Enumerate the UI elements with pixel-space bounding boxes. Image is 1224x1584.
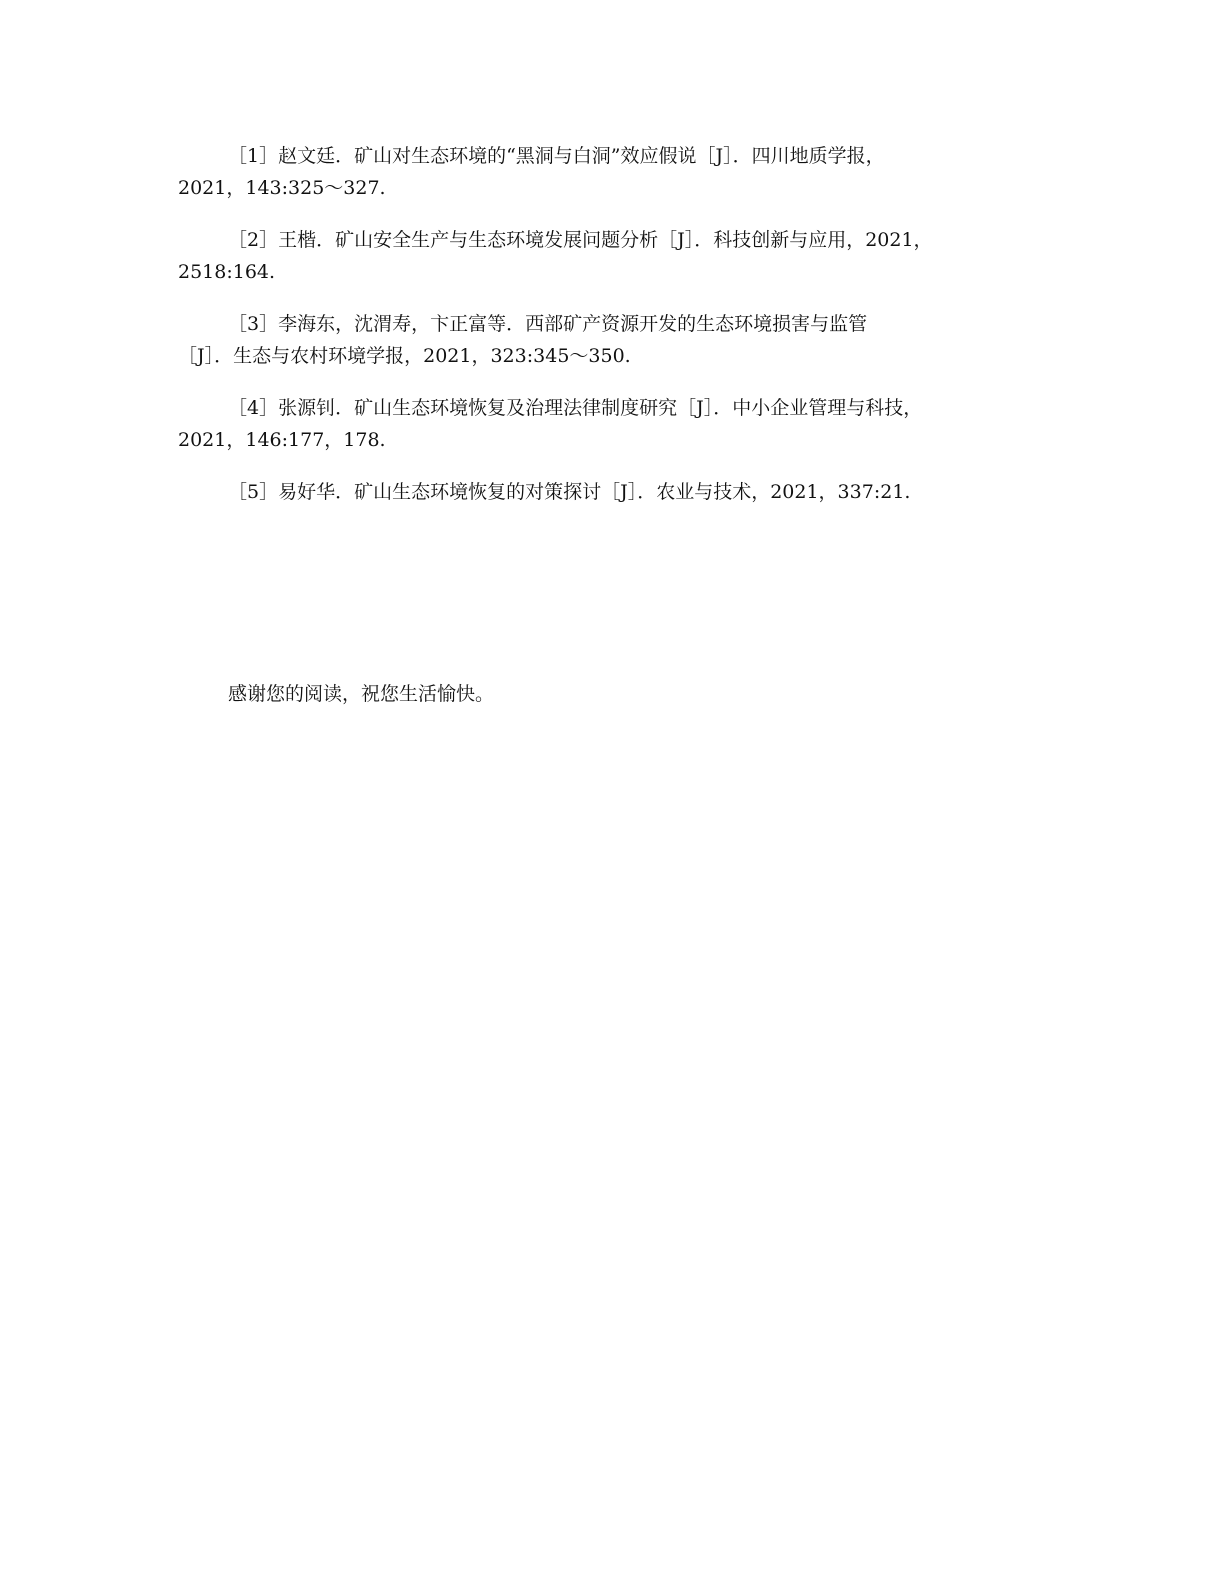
reference-item	[178, 140, 1028, 204]
reference-item	[178, 392, 1028, 456]
reference-list	[178, 140, 1028, 528]
reference-line: ［J］．生态与农村环境学报，2021，323:345～350.	[178, 345, 631, 367]
reference-line: 2021，146:177，178.	[178, 429, 386, 451]
reference-item	[178, 224, 1028, 288]
reference-line: ［1］赵文廷．矿山对生态环境的“黑洞与白洞”效应假说［J］．四川地质学报，	[228, 145, 885, 167]
reference-line: 2518:164.	[178, 261, 276, 283]
reference-item	[178, 476, 1028, 508]
closing-message: 感谢您的阅读，祝您生活愉快。	[228, 683, 495, 705]
reference-line: ［2］王楷．矿山安全生产与生态环境发展问题分析［J］．科技创新与应用，2021，	[228, 229, 933, 251]
reference-line: 2021，143:325～327.	[178, 177, 386, 199]
reference-line: ［4］张源钊．矿山生态环境恢复及治理法律制度研究［J］．中小企业管理与科技，	[228, 397, 923, 419]
reference-item	[178, 308, 1028, 372]
reference-line: ［3］李海东，沈渭寿，卞正富等．西部矿产资源开发的生态环境损害与监管	[228, 313, 868, 335]
reference-line: ［5］易好华．矿山生态环境恢复的对策探讨［J］．农业与技术，2021，337:21.	[228, 481, 911, 503]
